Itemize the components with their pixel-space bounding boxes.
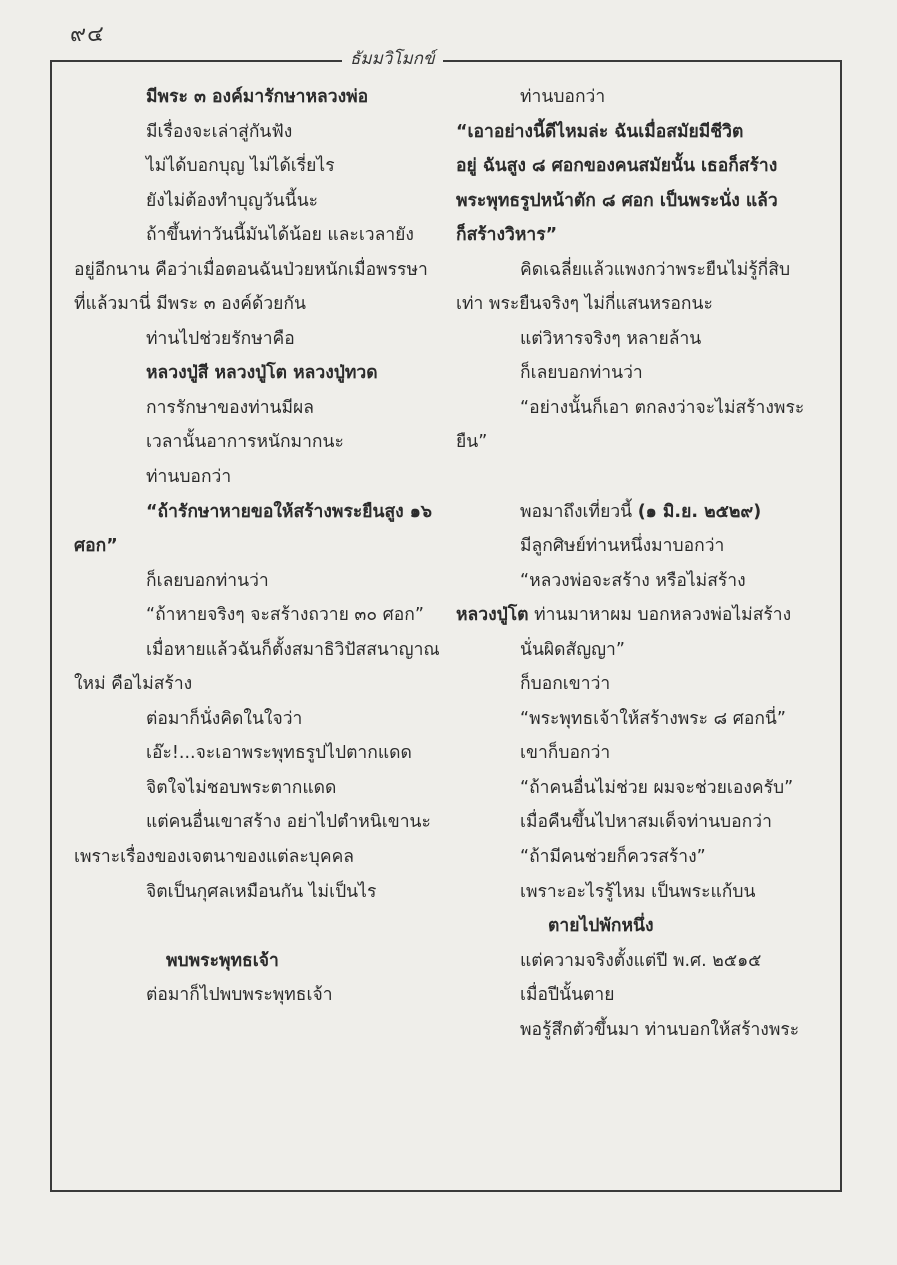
text-line: “ถ้ารักษาหายขอให้สร้างพระยืนสูง ๑๖ [146, 501, 432, 522]
text-line: ตายไปพักหนึ่ง [548, 916, 654, 937]
text-line: เพราะเรื่องของเจตนาของแต่ละบุคคล [74, 847, 355, 868]
text-line: พอมาถึงเที่ยวนี้ (๑ มิ.ย. ๒๕๒๙) [520, 501, 762, 522]
text-line: แต่ความจริงตั้งแต่ปี พ.ศ. ๒๕๑๕ [520, 950, 762, 971]
text-line: “พระพุทธเจ้าให้สร้างพระ ๘ ศอกนี่” [520, 708, 786, 729]
text-line: อยู่ ฉันสูง ๘ ศอกของคนสมัยนั้น เธอก็สร้าง [456, 156, 778, 177]
text-line: ก็บอกเขาว่า [520, 674, 611, 695]
text-line: ต่อมาก็นั่งคิดในใจว่า [146, 708, 303, 729]
text-line: ก็เลยบอกท่านว่า [520, 363, 643, 384]
text-line: ก็สร้างวิหาร” [456, 225, 558, 246]
text-line: ก็เลยบอกท่านว่า [146, 570, 269, 591]
text-line: เมื่อปีนั้นตาย [520, 985, 615, 1006]
text-line: พระพุทธรูปหน้าตัก ๘ ศอก เป็นพระนั่ง แล้ว [456, 190, 778, 211]
text-line: ต่อมาก็ไปพบพระพุทธเจ้า [146, 985, 333, 1006]
text-line: มีลูกศิษย์ท่านหนึ่งมาบอกว่า [520, 536, 725, 557]
text-line: เท่า พระยืนจริงๆ ไม่กี่แสนหรอกนะ [456, 294, 713, 315]
text-line: พบพระพุทธเจ้า [166, 950, 279, 971]
text-line: พอรู้สึกตัวขึ้นมา ท่านบอกให้สร้างพระ [520, 1019, 800, 1040]
text-line: ที่แล้วมานี่ มีพระ ๓ องค์ด้วยกัน [74, 294, 306, 315]
text-line: “ถ้าคนอื่นไม่ช่วย ผมจะช่วยเองครับ” [520, 777, 794, 798]
text-line: “ถ้ามีคนช่วยก็ควรสร้าง” [520, 847, 706, 868]
text-line: ท่านไปช่วยรักษาคือ [146, 328, 295, 349]
text-line: ท่านบอกว่า [520, 87, 606, 107]
text-line: ยืน” [456, 432, 488, 453]
text-line: ศอก” [74, 536, 118, 557]
text-line [456, 460, 834, 495]
text-line: จิตใจไม่ชอบพระตากแดด [146, 777, 337, 798]
text-line: ใหม่ คือไม่สร้าง [74, 674, 193, 695]
text-line: การรักษาของท่านมีผล [146, 397, 315, 418]
left-column [74, 80, 454, 1013]
text-line: ไม่ได้บอกบุญ ไม่ได้เรี่ยไร [146, 156, 335, 177]
text-line: หลวงปู่โต ท่านมาหาผม บอกหลวงพ่อไม่สร้าง [456, 605, 792, 626]
right-column [456, 80, 834, 1047]
text-line: เขาก็บอกว่า [520, 743, 611, 764]
text-line: ยังไม่ต้องทำบุญวันนี้นะ [146, 190, 319, 211]
text-line: เวลานั้นอาการหนักมากนะ [146, 432, 344, 453]
text-line: มีพระ ๓ องค์มารักษาหลวงพ่อ [146, 87, 369, 107]
text-line: “หลวงพ่อจะสร้าง หรือไม่สร้าง [520, 570, 746, 591]
text-line: หลวงปู่สี หลวงปู่โต หลวงปู่ทวด [146, 363, 378, 384]
text-line: เอ๊ะ!...จะเอาพระพุทธรูปไปตากแดด [146, 743, 412, 764]
text-line: ท่านบอกว่า [146, 467, 232, 488]
text-line [74, 909, 454, 944]
text-line: มีเรื่องจะเล่าสู่กันฟัง [146, 121, 293, 142]
running-head: ธัมมวิโมกข์ [342, 45, 443, 72]
text-line: แต่คนอื่นเขาสร้าง อย่าไปตำหนิเขานะ [146, 812, 431, 833]
text-line: คิดเฉลี่ยแล้วแพงกว่าพระยืนไม่รู้กี่สิบ [520, 259, 791, 280]
text-line: “ถ้าหายจริงๆ จะสร้างถวาย ๓๐ ศอก” [146, 605, 424, 626]
text-line: นั่นผิดสัญญา” [520, 639, 625, 660]
bold-phrase: (๑ มิ.ย. ๒๕๒๙) [637, 501, 762, 522]
text-line: เมื่อคืนขึ้นไปหาสมเด็จท่านบอกว่า [520, 812, 772, 833]
text-line: อยู่อีกนาน คือว่าเมื่อตอนฉันป่วยหนักเมื่อพรรษา [74, 259, 428, 280]
text-line: “อย่างนั้นก็เอา ตกลงว่าจะไม่สร้างพระ [520, 397, 805, 418]
bold-phrase: หลวงปู่โต [456, 605, 529, 626]
text-line: จิตเป็นกุศลเหมือนกัน ไม่เป็นไร [146, 881, 377, 902]
page-number: ๙๔ [70, 22, 105, 47]
text-line: “เอาอย่างนี้ดีไหมล่ะ ฉันเมื่อสมัยมีชีวิต [456, 121, 744, 142]
text-line: แต่วิหารจริงๆ หลายล้าน [520, 328, 702, 349]
text-line: เพราะอะไรรู้ไหม เป็นพระแก้บน [520, 881, 756, 902]
text-line: ถ้าขึ้นท่าวันนี้มันได้น้อย และเวลายัง [146, 225, 414, 246]
text-line: เมื่อหายแล้วฉันก็ตั้งสมาธิวิปัสสนาญาณ [146, 639, 440, 660]
